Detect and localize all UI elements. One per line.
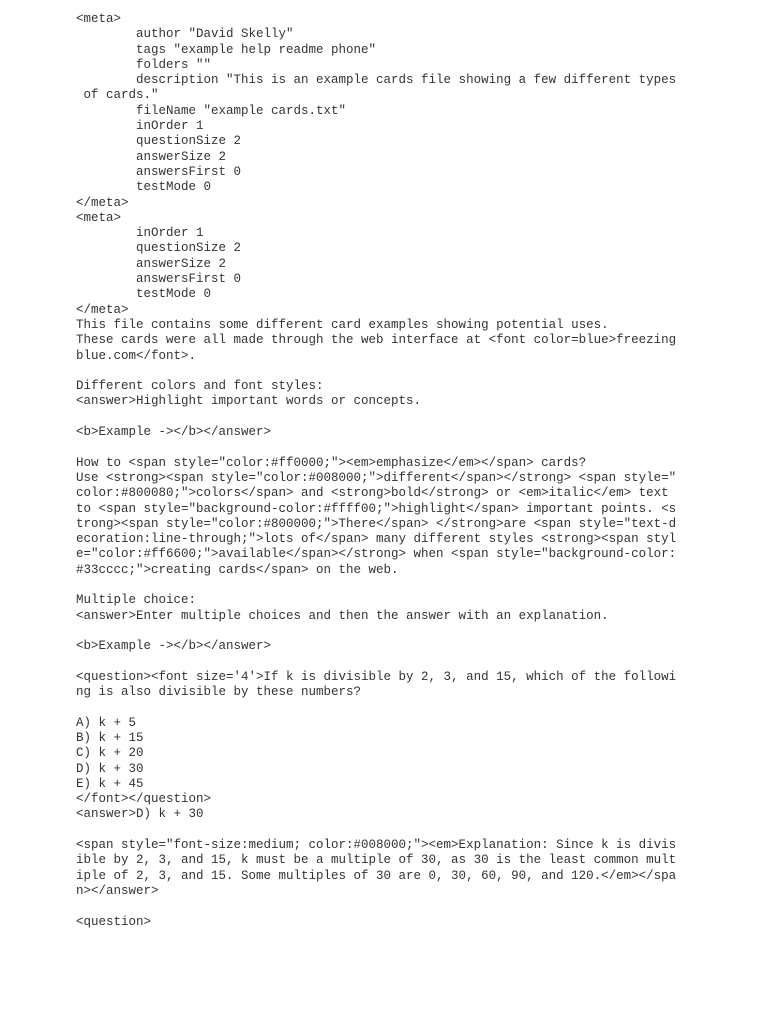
document-text xyxy=(76,12,676,930)
text-line: These cards were all made through the web interface at <font color=blue>freezing xyxy=(76,333,677,348)
text-line xyxy=(76,700,676,715)
text-line: Use <strong><span style="color:#008000;">different</span></strong> <span style=" xyxy=(76,470,677,485)
text-line: answersFirst 0 xyxy=(76,164,242,179)
text-line: <question><font size='4'>If k is divisible by 2, 3, and 15, which of the followi xyxy=(76,669,677,684)
text-line xyxy=(76,410,676,425)
text-line: answerSize 2 xyxy=(76,256,227,271)
text-line xyxy=(76,364,676,379)
text-line: <span style="font-size:medium; color:#008000;"><em>Explanation: Since k is divis xyxy=(76,838,677,853)
text-line: to <span style="background-color:#ffff00;">highlight</span> important points. <s xyxy=(76,501,677,516)
text-line: fileName "example cards.txt" xyxy=(76,103,347,118)
text-line: #33cccc;">creating cards</span> on the web. xyxy=(76,562,399,577)
text-line: inOrder 1 xyxy=(76,226,204,241)
text-line: folders "" xyxy=(76,57,212,72)
text-line: How to <span style="color:#ff0000;"><em>emphasize</em></span> cards? xyxy=(76,455,587,470)
text-line: </meta> xyxy=(76,195,129,210)
text-line: description "This is an example cards file showing a few different types xyxy=(76,73,677,88)
text-line: e="color:#ff6600;">available</span></strong> when <span style="background-color: xyxy=(76,547,677,562)
text-line: testMode 0 xyxy=(76,287,212,302)
text-line: trong><span style="color:#800000;">There</span> </strong>are <span style="text-d xyxy=(76,516,677,531)
text-line: Different colors and font styles: xyxy=(76,379,324,394)
text-line: </font></question> xyxy=(76,792,212,807)
text-line: testMode 0 xyxy=(76,180,212,195)
text-line: <b>Example -></b></answer> xyxy=(76,639,272,654)
text-line: D) k + 30 xyxy=(76,761,144,776)
text-line: questionSize 2 xyxy=(76,134,242,149)
text-line: B) k + 15 xyxy=(76,730,144,745)
text-line: <b>Example -></b></answer> xyxy=(76,425,272,440)
text-line: <answer>Enter multiple choices and then the answer with an explanation. xyxy=(76,608,609,623)
text-line: <question> xyxy=(76,914,152,929)
text-line: <answer>D) k + 30 xyxy=(76,807,204,822)
text-line: C) k + 20 xyxy=(76,746,144,761)
text-line xyxy=(76,578,676,593)
text-line: blue.com</font>. xyxy=(76,348,197,363)
text-line: <answer>Highlight important words or concepts. xyxy=(76,394,422,409)
text-line: ng is also divisible by these numbers? xyxy=(76,685,362,700)
text-line xyxy=(76,624,676,639)
text-line: color:#800080;">colors</span> and <strong>bold</strong> or <em>italic</em> text xyxy=(76,486,669,501)
text-line: author "David Skelly" xyxy=(76,27,294,42)
text-line: iple of 2, 3, and 15. Some multiples of 30 are 0, 30, 60, 90, and 120.</em></spa xyxy=(76,868,677,883)
text-line: ecoration:line-through;">lots of</span> many different styles <strong><span styl xyxy=(76,532,677,547)
text-line xyxy=(76,654,676,669)
text-line: E) k + 45 xyxy=(76,776,144,791)
text-line: n></answer> xyxy=(76,883,159,898)
text-line: of cards." xyxy=(76,88,159,103)
text-line: This file contains some different card examples showing potential uses. xyxy=(76,317,609,332)
text-line: <meta> xyxy=(76,12,122,26)
text-line xyxy=(76,899,676,914)
text-line xyxy=(76,823,676,838)
text-line xyxy=(76,440,676,455)
text-line: tags "example help readme phone" xyxy=(76,42,377,57)
text-line: ible by 2, 3, and 15, k must be a multiple of 30, as 30 is the least common mult xyxy=(76,853,677,868)
text-line: inOrder 1 xyxy=(76,119,204,134)
text-line: questionSize 2 xyxy=(76,241,242,256)
text-line: Multiple choice: xyxy=(76,593,197,608)
text-line: </meta> xyxy=(76,302,129,317)
text-line: answerSize 2 xyxy=(76,149,227,164)
text-line: answersFirst 0 xyxy=(76,272,242,287)
text-line: A) k + 5 xyxy=(76,715,137,730)
text-line: <meta> xyxy=(76,210,122,225)
